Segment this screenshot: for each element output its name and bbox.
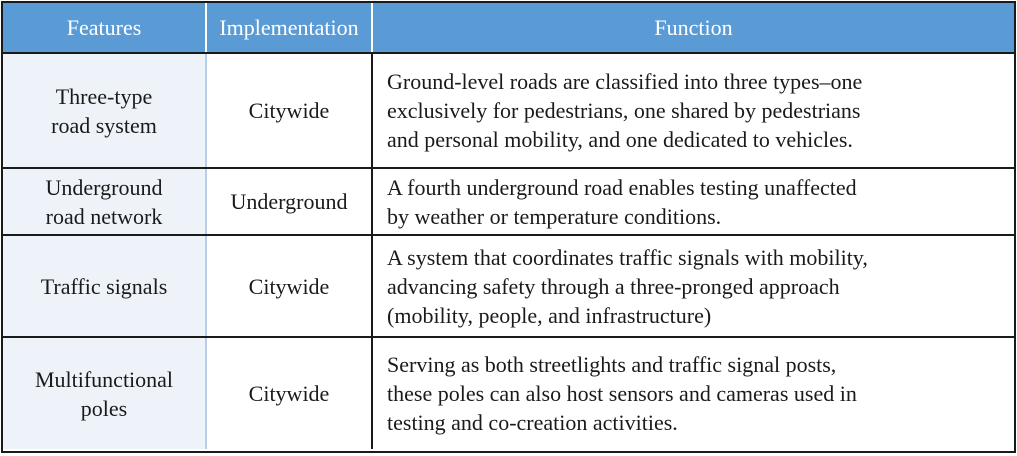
table-row <box>3 234 1014 336</box>
feature-cell: Underground road network <box>3 169 207 234</box>
header-features: Features <box>3 3 207 52</box>
header-function: Function <box>654 14 733 40</box>
implementation-cell: Citywide <box>207 338 373 449</box>
table-row <box>3 336 1014 449</box>
table-row <box>3 52 1014 167</box>
implementation-cell: Citywide <box>207 236 373 336</box>
function-cell: A fourth underground road enables testing unaffected by weather or temperature conditions. <box>387 174 857 229</box>
function-cell: A system that coordinates traffic signals with mobility, advancing safety through a three-pronged approach (mobility, people, and infrastructure) <box>387 244 868 328</box>
feature-cell: Traffic signals <box>3 236 207 336</box>
feature-cell: Multifunctional poles <box>3 338 207 449</box>
implementation-cell: Citywide <box>207 54 373 167</box>
function-cell: Ground-level roads are classified into three types–one exclusively for pedestrians, one shared by pedestrians and personal mobility, and one dedicated to vehicles. <box>387 69 863 152</box>
table-row <box>3 167 1014 234</box>
header-implementation: Implementation <box>207 3 373 52</box>
function-cell: Serving as both streetlights and traffic signal posts, these poles can also host sensors and cameras used in testing and co-creation activities. <box>387 352 857 435</box>
features-table <box>1 1 1016 453</box>
table-header <box>3 3 1014 52</box>
implementation-cell: Underground <box>207 169 373 234</box>
feature-cell: Three-type road system <box>3 54 207 167</box>
